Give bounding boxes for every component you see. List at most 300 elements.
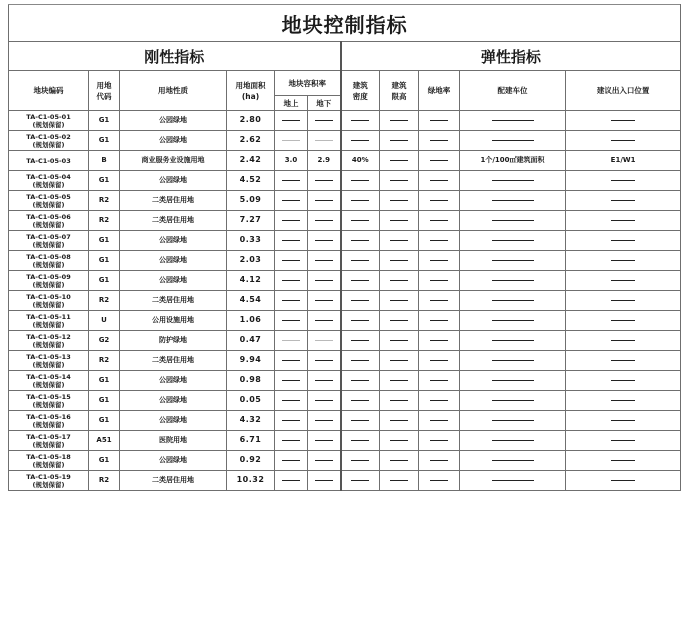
- cell-land-use: 公园绿地: [120, 131, 227, 151]
- dash-mark: [430, 160, 448, 162]
- dash-mark: [611, 120, 635, 122]
- dash-mark: [282, 280, 300, 282]
- cell-parking: [460, 411, 566, 431]
- dash-mark: [430, 280, 448, 282]
- dash-mark: [430, 260, 448, 262]
- cell-green: [419, 331, 460, 351]
- dash-mark: [315, 380, 333, 382]
- cell-height: [380, 151, 419, 171]
- table-row: [9, 211, 681, 231]
- dash-mark: [351, 320, 369, 322]
- dash-mark: [492, 420, 534, 422]
- dash-mark: [611, 280, 635, 282]
- dash-mark: [315, 320, 333, 322]
- cell-parking: [460, 311, 566, 331]
- cell-density: [341, 391, 380, 411]
- cell-land-use: 公用设施用地: [120, 311, 227, 331]
- cell-density: [341, 231, 380, 251]
- cell-entrance: [566, 451, 681, 471]
- cell-block-code: TA-C1-05-18 (规划保留): [9, 451, 89, 471]
- dash-mark: [430, 440, 448, 442]
- cell-height: [380, 231, 419, 251]
- cell-far-below: [308, 211, 341, 231]
- cell-block-code: TA-C1-05-10 (规划保留): [9, 291, 89, 311]
- header-far: 地块容积率: [275, 71, 341, 96]
- cell-area: 0.98: [227, 371, 275, 391]
- cell-green: [419, 171, 460, 191]
- table-row: [9, 311, 681, 331]
- cell-land-code: G1: [89, 451, 120, 471]
- dash-mark: [492, 220, 534, 222]
- cell-land-code: G1: [89, 251, 120, 271]
- cell-far-below: [308, 431, 341, 451]
- cell-area: 5.09: [227, 191, 275, 211]
- dash-mark: [611, 180, 635, 182]
- dash-mark: [611, 480, 635, 482]
- cell-far-below: [308, 191, 341, 211]
- cell-land-code: G1: [89, 111, 120, 131]
- cell-entrance: E1/W1: [566, 151, 681, 171]
- cell-density: 40%: [341, 151, 380, 171]
- cell-block-code: TA-C1-05-15 (规划保留): [9, 391, 89, 411]
- dash-mark: [430, 200, 448, 202]
- cell-far-below: [308, 311, 341, 331]
- cell-green: [419, 291, 460, 311]
- dash-mark: [611, 300, 635, 302]
- cell-parking: [460, 331, 566, 351]
- dash-mark: [611, 360, 635, 362]
- cell-area: 4.32: [227, 411, 275, 431]
- cell-far-above: [275, 471, 308, 491]
- dash-mark: [390, 440, 408, 442]
- cell-density: [341, 211, 380, 231]
- cell-far-above: [275, 251, 308, 271]
- table-row: [9, 391, 681, 411]
- cell-far-above: [275, 131, 308, 151]
- dash-mark: [315, 140, 333, 142]
- dash-mark: [611, 460, 635, 462]
- cell-area: 4.52: [227, 171, 275, 191]
- cell-height: [380, 171, 419, 191]
- dash-mark: [492, 180, 534, 182]
- dash-mark: [315, 460, 333, 462]
- cell-block-code: TA-C1-05-11 (规划保留): [9, 311, 89, 331]
- cell-far-below: [308, 231, 341, 251]
- dash-mark: [282, 360, 300, 362]
- cell-block-code: TA-C1-05-01 (规划保留): [9, 111, 89, 131]
- cell-parking: [460, 451, 566, 471]
- cell-land-code: G1: [89, 271, 120, 291]
- cell-far-above: [275, 351, 308, 371]
- dash-mark: [611, 320, 635, 322]
- table-row: [9, 151, 681, 171]
- cell-far-below: [308, 411, 341, 431]
- cell-far-below: [308, 271, 341, 291]
- dash-mark: [315, 440, 333, 442]
- cell-height: [380, 411, 419, 431]
- cell-land-use: 二类居住用地: [120, 471, 227, 491]
- header-code: 地块编码: [9, 71, 89, 111]
- cell-area: 0.33: [227, 231, 275, 251]
- cell-land-code: R2: [89, 211, 120, 231]
- dash-mark: [492, 340, 534, 342]
- cell-block-code: TA-C1-05-19 (规划保留): [9, 471, 89, 491]
- header-area: 用地面积 (ha): [227, 71, 275, 111]
- cell-parking: [460, 391, 566, 411]
- cell-entrance: [566, 191, 681, 211]
- cell-green: [419, 271, 460, 291]
- dash-mark: [430, 120, 448, 122]
- dash-mark: [351, 440, 369, 442]
- cell-height: [380, 431, 419, 451]
- dash-mark: [390, 120, 408, 122]
- dash-mark: [315, 240, 333, 242]
- cell-block-code: TA-C1-05-07 (规划保留): [9, 231, 89, 251]
- dash-mark: [351, 360, 369, 362]
- cell-block-code: TA-C1-05-17 (规划保留): [9, 431, 89, 451]
- cell-height: [380, 351, 419, 371]
- dash-mark: [492, 240, 534, 242]
- cell-height: [380, 191, 419, 211]
- cell-area: 2.80: [227, 111, 275, 131]
- dash-mark: [282, 220, 300, 222]
- cell-land-code: A51: [89, 431, 120, 451]
- cell-density: [341, 351, 380, 371]
- dash-mark: [390, 340, 408, 342]
- table-row: [9, 271, 681, 291]
- cell-far-below: [308, 451, 341, 471]
- dash-mark: [390, 180, 408, 182]
- cell-land-use: 医院用地: [120, 431, 227, 451]
- cell-parking: [460, 191, 566, 211]
- cell-entrance: [566, 311, 681, 331]
- cell-parking: [460, 131, 566, 151]
- dash-mark: [611, 340, 635, 342]
- cell-green: [419, 391, 460, 411]
- cell-far-below: [308, 351, 341, 371]
- dash-mark: [351, 140, 369, 142]
- dash-mark: [611, 420, 635, 422]
- dash-mark: [390, 480, 408, 482]
- cell-land-code: G2: [89, 331, 120, 351]
- cell-height: [380, 311, 419, 331]
- cell-green: [419, 231, 460, 251]
- cell-far-above: [275, 371, 308, 391]
- cell-land-code: G1: [89, 171, 120, 191]
- cell-parking: [460, 111, 566, 131]
- cell-block-code: TA-C1-05-09 (规划保留): [9, 271, 89, 291]
- cell-far-above: [275, 211, 308, 231]
- dash-mark: [315, 360, 333, 362]
- cell-height: [380, 451, 419, 471]
- cell-land-use: 公园绿地: [120, 271, 227, 291]
- table-row: [9, 251, 681, 271]
- cell-entrance: [566, 231, 681, 251]
- table-row: [9, 231, 681, 251]
- cell-far-above: [275, 331, 308, 351]
- cell-parking: 1个/100㎡建筑面积: [460, 151, 566, 171]
- dash-mark: [611, 380, 635, 382]
- cell-density: [341, 271, 380, 291]
- cell-green: [419, 471, 460, 491]
- dash-mark: [282, 300, 300, 302]
- cell-height: [380, 211, 419, 231]
- header-land-use: 用地性质: [120, 71, 227, 111]
- cell-far-below: [308, 171, 341, 191]
- cell-area: 0.92: [227, 451, 275, 471]
- cell-parking: [460, 211, 566, 231]
- cell-block-code: TA-C1-05-02 (规划保留): [9, 131, 89, 151]
- cell-land-use: 公园绿地: [120, 171, 227, 191]
- dash-mark: [430, 460, 448, 462]
- dash-mark: [430, 140, 448, 142]
- cell-density: [341, 191, 380, 211]
- cell-far-above: [275, 231, 308, 251]
- dash-mark: [315, 120, 333, 122]
- dash-mark: [282, 320, 300, 322]
- cell-entrance: [566, 331, 681, 351]
- cell-land-code: R2: [89, 471, 120, 491]
- dash-mark: [315, 420, 333, 422]
- cell-height: [380, 331, 419, 351]
- cell-block-code: TA-C1-05-12 (规划保留): [9, 331, 89, 351]
- dash-mark: [282, 420, 300, 422]
- cell-far-above: [275, 111, 308, 131]
- dash-mark: [611, 440, 635, 442]
- cell-area: 0.47: [227, 331, 275, 351]
- control-index-sheet: [8, 4, 680, 491]
- dash-mark: [315, 300, 333, 302]
- header-entrance: 建议出入口位置: [566, 71, 681, 111]
- cell-parking: [460, 431, 566, 451]
- header-far-above: 地上: [275, 96, 308, 111]
- dash-mark: [492, 460, 534, 462]
- cell-area: 2.03: [227, 251, 275, 271]
- dash-mark: [390, 460, 408, 462]
- cell-far-below: [308, 391, 341, 411]
- cell-entrance: [566, 131, 681, 151]
- dash-mark: [282, 380, 300, 382]
- header-parking: 配建车位: [460, 71, 566, 111]
- cell-land-use: 二类居住用地: [120, 351, 227, 371]
- cell-parking: [460, 471, 566, 491]
- cell-green: [419, 411, 460, 431]
- cell-far-below: [308, 471, 341, 491]
- dash-mark: [492, 400, 534, 402]
- cell-green: [419, 431, 460, 451]
- cell-density: [341, 131, 380, 151]
- dash-mark: [611, 400, 635, 402]
- cell-entrance: [566, 391, 681, 411]
- cell-entrance: [566, 471, 681, 491]
- table-row: [9, 131, 681, 151]
- dash-mark: [351, 180, 369, 182]
- cell-block-code: TA-C1-05-05 (规划保留): [9, 191, 89, 211]
- cell-land-use: 商业服务业设施用地: [120, 151, 227, 171]
- dash-mark: [611, 260, 635, 262]
- cell-parking: [460, 291, 566, 311]
- dash-mark: [430, 220, 448, 222]
- cell-far-below: [308, 331, 341, 351]
- cell-area: 7.27: [227, 211, 275, 231]
- dash-mark: [390, 220, 408, 222]
- dash-mark: [390, 420, 408, 422]
- cell-entrance: [566, 371, 681, 391]
- dash-mark: [315, 280, 333, 282]
- cell-parking: [460, 171, 566, 191]
- cell-land-code: U: [89, 311, 120, 331]
- table-title: 地块控制指标: [9, 5, 681, 42]
- cell-block-code: TA-C1-05-06 (规划保留): [9, 211, 89, 231]
- cell-land-code: G1: [89, 391, 120, 411]
- dash-mark: [351, 340, 369, 342]
- dash-mark: [492, 300, 534, 302]
- cell-entrance: [566, 211, 681, 231]
- cell-green: [419, 251, 460, 271]
- cell-entrance: [566, 291, 681, 311]
- dash-mark: [430, 480, 448, 482]
- dash-mark: [282, 440, 300, 442]
- cell-height: [380, 111, 419, 131]
- cell-entrance: [566, 251, 681, 271]
- header-far-below: 地下: [308, 96, 341, 111]
- dash-mark: [351, 380, 369, 382]
- cell-entrance: [566, 271, 681, 291]
- table-row: [9, 331, 681, 351]
- cell-parking: [460, 271, 566, 291]
- dash-mark: [492, 360, 534, 362]
- table-row: [9, 171, 681, 191]
- dash-mark: [390, 160, 408, 162]
- cell-far-above: 3.0: [275, 151, 308, 171]
- cell-area: 4.54: [227, 291, 275, 311]
- dash-mark: [430, 360, 448, 362]
- dash-mark: [282, 340, 300, 342]
- table-row: [9, 411, 681, 431]
- header-height: 建筑 限高: [380, 71, 419, 111]
- dash-mark: [315, 180, 333, 182]
- cell-land-code: G1: [89, 131, 120, 151]
- cell-block-code: TA-C1-05-13 (规划保留): [9, 351, 89, 371]
- dash-mark: [430, 380, 448, 382]
- cell-green: [419, 211, 460, 231]
- cell-density: [341, 471, 380, 491]
- cell-block-code: TA-C1-05-03: [9, 151, 89, 171]
- cell-land-use: 防护绿地: [120, 331, 227, 351]
- cell-density: [341, 311, 380, 331]
- dash-mark: [315, 220, 333, 222]
- cell-green: [419, 451, 460, 471]
- cell-entrance: [566, 111, 681, 131]
- cell-parking: [460, 251, 566, 271]
- cell-density: [341, 331, 380, 351]
- table-row: [9, 451, 681, 471]
- cell-block-code: TA-C1-05-14 (规划保留): [9, 371, 89, 391]
- dash-mark: [492, 380, 534, 382]
- cell-density: [341, 291, 380, 311]
- cell-green: [419, 151, 460, 171]
- cell-density: [341, 411, 380, 431]
- dash-mark: [390, 260, 408, 262]
- cell-land-use: 公园绿地: [120, 451, 227, 471]
- group-flexible-header: 弹性指标: [341, 42, 681, 71]
- cell-land-use: 公园绿地: [120, 231, 227, 251]
- dash-mark: [351, 280, 369, 282]
- dash-mark: [430, 420, 448, 422]
- dash-mark: [611, 140, 635, 142]
- cell-area: 6.71: [227, 431, 275, 451]
- dash-mark: [492, 280, 534, 282]
- dash-mark: [315, 340, 333, 342]
- cell-density: [341, 431, 380, 451]
- cell-green: [419, 311, 460, 331]
- dash-mark: [611, 240, 635, 242]
- dash-mark: [282, 180, 300, 182]
- dash-mark: [430, 400, 448, 402]
- cell-far-above: [275, 411, 308, 431]
- cell-block-code: TA-C1-05-16 (规划保留): [9, 411, 89, 431]
- dash-mark: [492, 480, 534, 482]
- cell-height: [380, 251, 419, 271]
- cell-parking: [460, 351, 566, 371]
- dash-mark: [282, 120, 300, 122]
- cell-area: 9.94: [227, 351, 275, 371]
- dash-mark: [390, 320, 408, 322]
- dash-mark: [611, 220, 635, 222]
- cell-height: [380, 371, 419, 391]
- cell-far-above: [275, 271, 308, 291]
- dash-mark: [351, 260, 369, 262]
- dash-mark: [315, 400, 333, 402]
- cell-green: [419, 191, 460, 211]
- cell-land-code: R2: [89, 351, 120, 371]
- cell-green: [419, 111, 460, 131]
- dash-mark: [351, 460, 369, 462]
- dash-mark: [390, 300, 408, 302]
- dash-mark: [282, 140, 300, 142]
- table-row: [9, 351, 681, 371]
- table-row: [9, 471, 681, 491]
- cell-block-code: TA-C1-05-08 (规划保留): [9, 251, 89, 271]
- dash-mark: [282, 400, 300, 402]
- dash-mark: [315, 480, 333, 482]
- cell-parking: [460, 371, 566, 391]
- control-index-table: [8, 4, 681, 491]
- dash-mark: [390, 140, 408, 142]
- cell-height: [380, 471, 419, 491]
- table-row: [9, 191, 681, 211]
- dash-mark: [390, 200, 408, 202]
- cell-parking: [460, 231, 566, 251]
- cell-area: 4.12: [227, 271, 275, 291]
- cell-far-above: [275, 451, 308, 471]
- dash-mark: [351, 240, 369, 242]
- table-row: [9, 371, 681, 391]
- cell-area: 1.06: [227, 311, 275, 331]
- table-body: [9, 5, 681, 491]
- table-row: [9, 431, 681, 451]
- table-row: [9, 111, 681, 131]
- cell-land-use: 二类居住用地: [120, 191, 227, 211]
- dash-mark: [315, 200, 333, 202]
- cell-green: [419, 131, 460, 151]
- cell-land-use: 公园绿地: [120, 111, 227, 131]
- dash-mark: [611, 200, 635, 202]
- dash-mark: [351, 220, 369, 222]
- cell-far-above: [275, 391, 308, 411]
- dash-mark: [282, 480, 300, 482]
- cell-far-above: [275, 171, 308, 191]
